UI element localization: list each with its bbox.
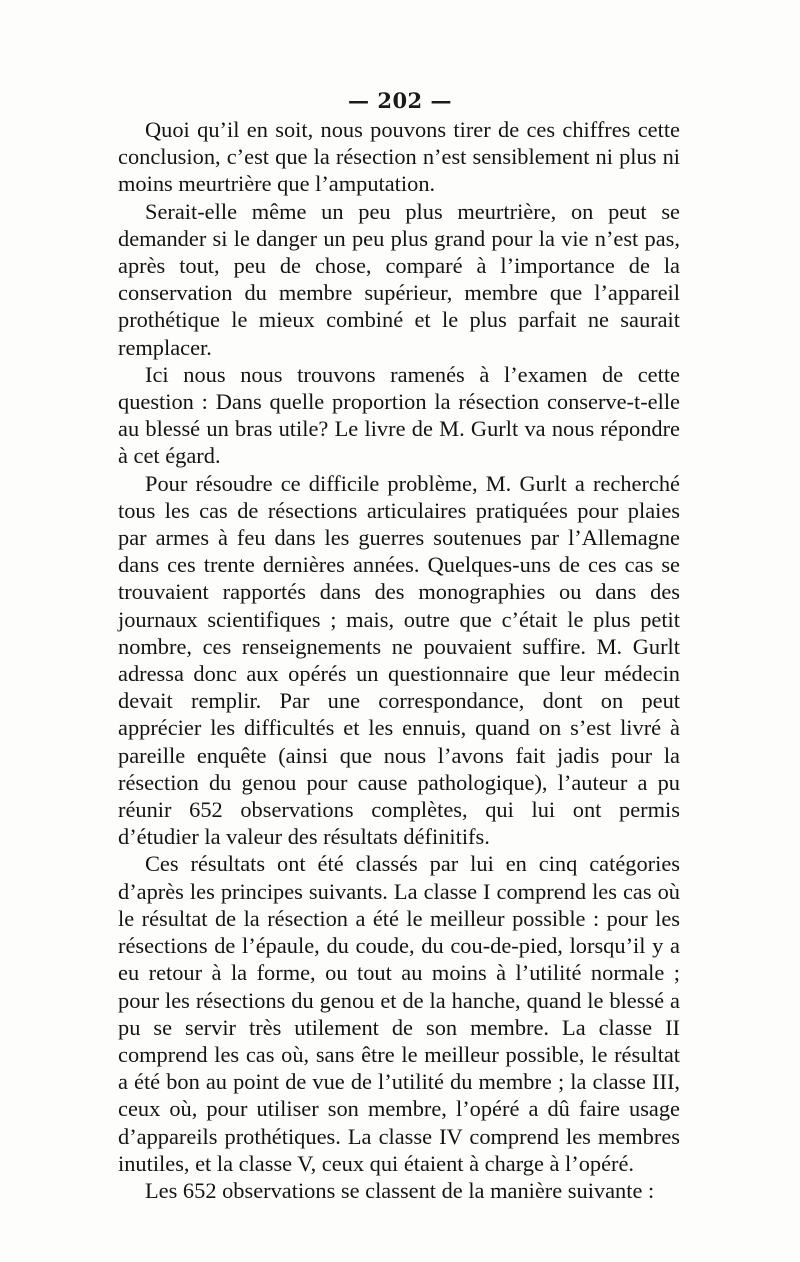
paragraph: Quoi qu’il en soit, nous pouvons tirer de ces chiffres cette conclusion, c’est que la résection n’est sensiblement ni plus ni moins meurtrière que l’amputation. xyxy=(118,117,680,197)
paragraph: Pour résoudre ce difficile problème, M. Gurlt a recherché tous les cas de résections articulaires pratiquées pour plaies par armes à feu dans les guerres soutenues par l’Allemagne dans ces trente dernières années. Quelques-uns de ces cas se trouvaient rapportés dans des monographies ou dans des journaux scientifiques ; mais, outre que c’était le plus petit nombre, ces renseignements ne pouvaient suffire. M. Gurlt adressa donc aux opérés un questionnaire que leur médecin devait remplir. Par une correspondance, dont on peut apprécier les difficultés et les ennuis, quand on s’est livré à pareille enquête (ainsi que nous l’avons fait jadis pour la résection du genou pour cause pathologique), l’auteur a pu réunir 652 observations complètes, qui lui ont permis d’étudier la valeur des résultats définitifs. xyxy=(118,470,680,850)
body-text xyxy=(118,116,680,1204)
paragraph: Les 652 observations se classent de la manière suivante : xyxy=(145,1177,655,1203)
page-number: — 202 — xyxy=(348,88,452,113)
paragraph: Ces résultats ont été classés par lui en cinq catégories d’après les principes suivants. La classe I comprend les cas où le résultat de la résection a été le meilleur possible : pour les résections de l’épaule, du coude, du cou-de-pied, lorsqu’il y a eu retour à la forme, ou tout au moins à l’utilité normale ; pour les résections du genou et de la hanche, quand le blessé a pu se servir très utilement de son membre. La classe II comprend les cas où, sans être le meilleur possible, le résultat a été bon au point de vue de l’utilité du membre ; la classe III, ceux où, pour utiliser son membre, l’opéré a dû faire usage d’appareils prothétiques. La classe IV comprend les membres inutiles, et la classe V, ceux qui étaient à charge à l’opéré. xyxy=(118,851,680,1176)
paragraph: Serait-elle même un peu plus meurtrière, on peut se demander si le danger un peu plus grand pour la vie n’est pas, après tout, peu de chose, comparé à l’importance de la conservation du membre supérieur, membre que l’appareil prothétique le mieux combiné et le plus parfait ne saurait remplacer. xyxy=(118,198,680,360)
paragraph: Ici nous nous trouvons ramenés à l’examen de cette question : Dans quelle proportion la résection conserve-t-elle au blessé un bras utile? Le livre de M. Gurlt va nous répondre à cet égard. xyxy=(118,361,680,469)
